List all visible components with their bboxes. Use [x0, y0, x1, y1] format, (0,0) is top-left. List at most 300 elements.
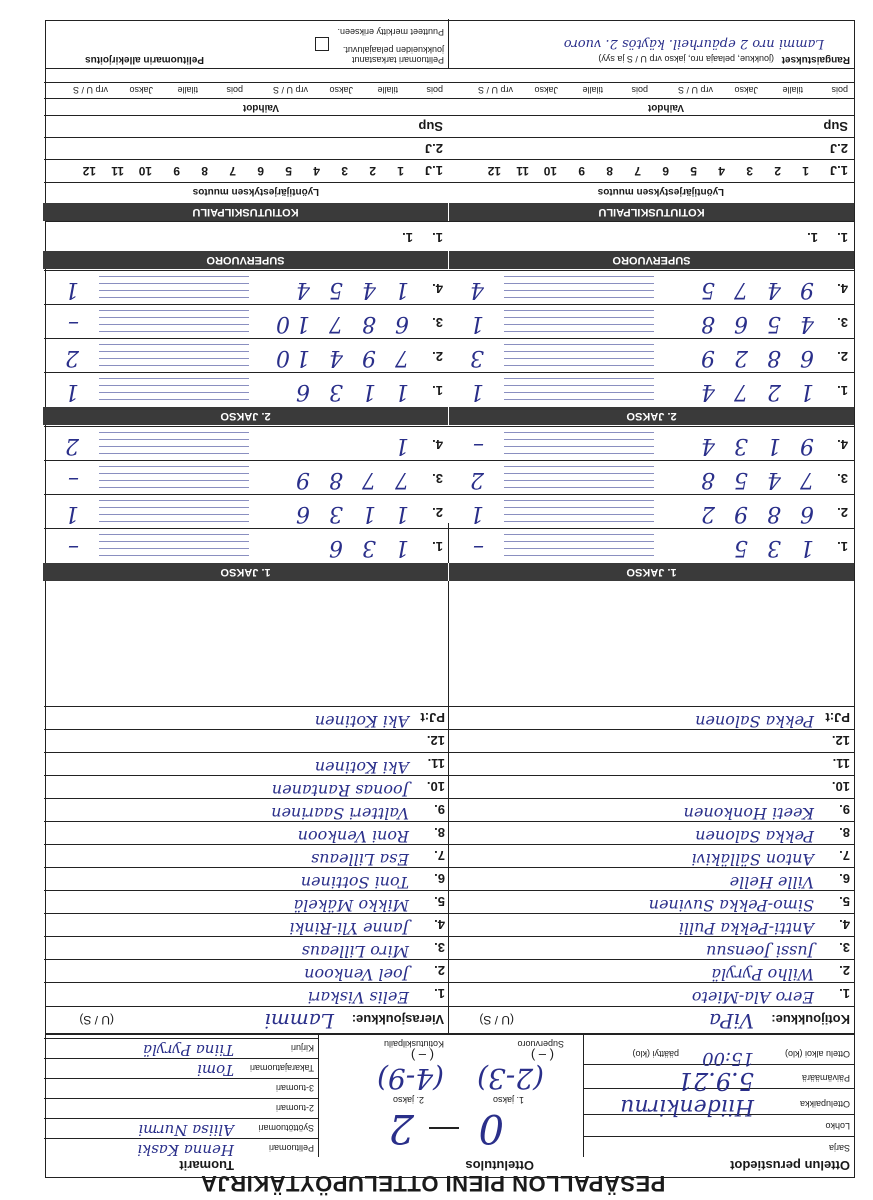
inning-runs: –: [473, 433, 484, 458]
inning-runs: 2: [65, 433, 79, 458]
player-name: Antti-Pekka Pulli: [678, 919, 814, 938]
inning-runs: 1: [65, 379, 79, 404]
period-band: 1. JAKSO: [449, 563, 854, 581]
player-number: 1.: [434, 986, 445, 1001]
inning-row-number: 4.: [432, 437, 443, 452]
inning-runs: 1: [470, 379, 484, 404]
vaihdot-line: [449, 82, 854, 83]
inning-line: [504, 344, 654, 345]
period-band: 2. JAKSO: [449, 407, 854, 425]
player-number: 11.: [832, 756, 850, 771]
vaihdot-col: pois: [631, 85, 648, 95]
inning-line: [504, 392, 654, 393]
jakso1-score: (2-3): [477, 1062, 544, 1095]
inning-row-number: 2.: [432, 349, 443, 364]
inning-row-number: 2.: [837, 505, 848, 520]
player-name: Aki Kotinen: [314, 758, 409, 777]
inning-hitters: 1: [389, 433, 409, 458]
super-row-number: 1.: [837, 230, 848, 245]
player-row-line: [449, 706, 854, 707]
player-number: 7.: [434, 848, 445, 863]
period-band: KOTIUTUSKILPAILU: [449, 203, 854, 221]
player-number: 6.: [839, 871, 850, 886]
inning-row-line: [449, 426, 854, 427]
vaihdot-col: vrp U / S: [272, 85, 308, 95]
inning-runs: 1: [65, 277, 79, 302]
inning-line: [99, 331, 249, 332]
vaihdot-col: tilalle: [582, 85, 603, 95]
inning-runs: 2: [470, 467, 484, 492]
player-number: 7.: [839, 848, 850, 863]
lj-col-number: 7: [229, 164, 236, 178]
inning-row-number: 4.: [837, 437, 848, 452]
away-team-side: (U / S): [79, 1013, 114, 1027]
ottelupaikka-value: Hiidenkirnu: [620, 1094, 754, 1119]
lj-col-number: 4: [718, 164, 725, 178]
player-number: 5.: [434, 894, 445, 909]
vaihdot-col: tilalle: [377, 85, 398, 95]
player-name: Simo-Pekka Suvinen: [648, 896, 814, 915]
inning-hitters: 1 2 7 4: [695, 379, 814, 404]
inning-line: [99, 310, 249, 311]
player-name: Joonas Rantanen: [271, 781, 409, 800]
home-team-side: (U / S): [479, 1013, 514, 1027]
player-name: Jussi Joensuu: [706, 942, 814, 961]
inning-row-number: 1.: [432, 539, 443, 554]
inning-line: [99, 358, 249, 359]
inning-row-line: [449, 528, 854, 529]
inning-line: [99, 432, 249, 433]
player-number: 5.: [839, 894, 850, 909]
inning-runs: 1: [470, 311, 484, 336]
supervuoro-label: Supervuoro: [517, 1039, 564, 1049]
player-number: 8.: [839, 825, 850, 840]
inning-line: [504, 378, 654, 379]
player-number: 4.: [434, 917, 445, 932]
lj-col-number: 1: [397, 164, 404, 178]
player-name: Eero Ala-Mieto: [691, 988, 814, 1007]
super-line: [46, 221, 854, 222]
player-number: 3.: [434, 940, 445, 955]
vaihdot-col: Jakso: [129, 85, 153, 95]
player-number: 11.: [427, 756, 445, 771]
inning-line: [99, 317, 249, 318]
player-name: Roni Venkoon: [297, 827, 409, 846]
lj-title: Lyöntijärjestyksen muutos: [192, 186, 319, 197]
inning-runs: 4: [470, 277, 484, 302]
lj-col-number: 9: [173, 164, 180, 178]
player-name: Anton Sälläkivi: [691, 850, 814, 869]
inning-hitters: 4 5 6 8: [695, 311, 814, 336]
inning-row-line: [44, 528, 449, 529]
inning-hitters: 6 8 2 9: [695, 345, 814, 370]
player-row-line: [449, 752, 854, 753]
rangaistukset-label: Rangaistukset: [781, 54, 850, 65]
inning-line: [99, 446, 249, 447]
inning-row-line: [449, 338, 854, 339]
vaihdot-col: vrp U / S: [72, 85, 108, 95]
inning-runs: 1: [470, 501, 484, 526]
inning-row-number: 3.: [432, 315, 443, 330]
paivamaara-value: 5.9.21: [677, 1067, 754, 1095]
player-row-line: [449, 798, 854, 799]
player-number: 9.: [434, 802, 445, 817]
player-number: 12.: [831, 733, 850, 748]
inning-row-line: [44, 270, 449, 271]
inning-line: [504, 555, 654, 556]
official-label: 2-tuomari: [275, 1103, 314, 1113]
allekirjoitus-label: Pelituomarin allekirjoitus: [85, 54, 204, 65]
super-row-number: 1.: [432, 230, 443, 245]
inning-row-line: [44, 426, 449, 427]
vaihdot-title: Vaihdot: [242, 102, 279, 113]
inning-line: [504, 487, 654, 488]
alkoi-value: 15:00: [702, 1048, 754, 1069]
lj-col-number: 1: [802, 164, 809, 178]
score-away: 2: [388, 1105, 414, 1151]
player-name: Aki Kotinen: [314, 712, 409, 731]
player-number: 10.: [426, 779, 445, 794]
inning-line: [99, 283, 249, 284]
inning-row-number: 1.: [837, 539, 848, 554]
inning-hitters: 1 4 5 4: [290, 277, 409, 302]
inning-line: [99, 514, 249, 515]
inning-hitters: 1 1 3 6: [290, 379, 409, 404]
vaihdot-col: pois: [831, 85, 848, 95]
lj-col-number: 12: [487, 164, 501, 178]
inning-row-number: 1.: [432, 383, 443, 398]
player-number: 12.: [426, 733, 445, 748]
tarkastus-checkbox[interactable]: [315, 37, 329, 51]
official-line: [44, 1038, 319, 1039]
inning-hitters: 9 4 7 5: [695, 277, 814, 302]
inning-row-number: 3.: [837, 315, 848, 330]
away-team-label: Vierasjoukkue:: [351, 1012, 444, 1027]
inning-line: [99, 555, 249, 556]
vaihdot-col: vrp U / S: [477, 85, 513, 95]
inning-line: [99, 466, 249, 467]
inning-line: [99, 344, 249, 345]
lj-row-line: [44, 137, 449, 138]
inning-line: [504, 310, 654, 311]
score-dash: [429, 1127, 459, 1129]
player-name: Janne Yli-Rinki: [289, 919, 409, 938]
inning-line: [99, 534, 249, 535]
inning-line: [99, 324, 249, 325]
player-number: 9.: [839, 802, 850, 817]
inning-line: [504, 480, 654, 481]
inning-row-number: 2.: [432, 505, 443, 520]
player-number: 2.: [839, 963, 850, 978]
inning-line: [504, 521, 654, 522]
inning-hitters: 9 1 3 4: [695, 433, 814, 458]
player-number: PJ:t: [825, 710, 850, 725]
super-row-number: 1.: [402, 230, 413, 245]
lj-row-line: [44, 159, 449, 160]
inning-line: [504, 290, 654, 291]
inning-line: [99, 276, 249, 277]
ottelutulos-label: Ottelutulos: [465, 1158, 534, 1173]
score-home: 0: [478, 1105, 504, 1151]
inning-line: [99, 392, 249, 393]
lj-col-number: 6: [662, 164, 669, 178]
lj-col-number: 10: [138, 164, 152, 178]
player-number: 6.: [434, 871, 445, 886]
inning-row-number: 2.: [837, 349, 848, 364]
inning-hitters: 6 8 7 10: [270, 311, 409, 336]
inning-row-number: 4.: [837, 281, 848, 296]
lj-col-number: 11: [111, 164, 124, 178]
lj-col-number: 11: [516, 164, 529, 178]
player-row-line: [44, 706, 449, 707]
inning-row-line: [449, 460, 854, 461]
jakso2-label: 2. jakso: [392, 1095, 424, 1105]
inning-line: [504, 399, 654, 400]
vaihdot-line: [44, 82, 449, 83]
player-number: 3.: [839, 940, 850, 955]
lj-title: Lyöntijärjestyksen muutos: [597, 186, 724, 197]
inning-line: [504, 446, 654, 447]
vaihdot-line: [449, 98, 854, 99]
player-name: Toni Sottinen: [300, 873, 409, 892]
inning-runs: –: [68, 467, 79, 492]
inning-row-line: [449, 304, 854, 305]
official-name: Tomi: [197, 1061, 234, 1079]
inning-row-line: [449, 494, 854, 495]
official-line: [44, 1078, 319, 1079]
home-team-name: ViPa: [709, 1009, 754, 1033]
lj-col-number: 8: [606, 164, 613, 178]
inning-hitters: 6 8 9 2: [695, 501, 814, 526]
vaihdot-col: tilalle: [177, 85, 198, 95]
inning-row-line: [44, 494, 449, 495]
player-row-line: [449, 775, 854, 776]
player-name: Keeti Honkonen: [683, 804, 814, 823]
vaihdot-title: Vaihdot: [647, 102, 684, 113]
player-name: Mikko Mäkelä: [293, 896, 409, 915]
vaihdot-col: tilalle: [782, 85, 803, 95]
inning-line: [504, 324, 654, 325]
official-line: [44, 1118, 319, 1119]
inning-line: [504, 276, 654, 277]
vaihdot-col: vrp U / S: [677, 85, 713, 95]
lj-row-label: 1.J: [829, 163, 848, 178]
inning-hitters: 1 1 3 6: [290, 501, 409, 526]
form-frame: [45, 20, 855, 1178]
koti-score: ( – ): [410, 1048, 434, 1063]
inning-line: [504, 358, 654, 359]
inning-runs: –: [68, 311, 79, 336]
player-number: 8.: [434, 825, 445, 840]
official-line: [44, 1098, 319, 1099]
inning-line: [504, 500, 654, 501]
inning-line: [504, 432, 654, 433]
inning-hitters: 1 3 6: [323, 535, 409, 560]
ottelun-perustiedot-label: Ottelun perustiedot: [730, 1158, 850, 1173]
official-label: 3-tuomari: [275, 1083, 314, 1093]
lj-col-number: 2: [774, 164, 781, 178]
jakso1-label: 1. jakso: [492, 1095, 524, 1105]
lj-line: [44, 182, 449, 183]
home-team-label: Kotijoukkue:: [771, 1012, 850, 1027]
vaihdot-col: Jakso: [734, 85, 758, 95]
lj-row-label: Sup: [823, 119, 848, 134]
period-band: 2. JAKSO: [43, 407, 449, 425]
official-label: Pelituomari: [268, 1143, 314, 1153]
inning-hitters: 1 3 5: [728, 535, 814, 560]
inning-line: [99, 378, 249, 379]
player-name: Esa Lilleaus: [310, 850, 409, 869]
lj-col-number: 12: [82, 164, 96, 178]
official-label: Syöttötuomari: [258, 1123, 314, 1133]
inning-row-line: [449, 372, 854, 373]
player-name: Joel Venkoon: [304, 965, 409, 984]
lohko-label: Lohko: [825, 1121, 850, 1131]
lj-col-number: 6: [257, 164, 264, 178]
player-name: Miro Lilleaus: [301, 942, 409, 961]
inning-row-line: [44, 338, 449, 339]
vaihdot-col: pois: [226, 85, 243, 95]
inning-line: [99, 453, 249, 454]
super-score: ( – ): [530, 1048, 554, 1063]
inning-line: [504, 351, 654, 352]
inning-line: [99, 290, 249, 291]
inning-runs: 3: [470, 345, 484, 370]
inning-line: [99, 399, 249, 400]
inning-line: [504, 365, 654, 366]
player-name: Pekka Salonen: [695, 712, 814, 731]
period-band: SUPERVUORO: [449, 251, 854, 269]
inning-line: [504, 541, 654, 542]
player-number: 10.: [831, 779, 850, 794]
inning-line: [504, 453, 654, 454]
inning-line: [504, 439, 654, 440]
inning-row-line: [449, 270, 854, 271]
lj-col-number: 10: [543, 164, 557, 178]
lj-col-number: 8: [201, 164, 208, 178]
period-band: KOTIUTUSKILPAILU: [43, 203, 449, 221]
inning-line: [504, 385, 654, 386]
player-row-line: [44, 752, 449, 753]
inning-line: [99, 439, 249, 440]
inning-line: [504, 534, 654, 535]
paivamaara-label: Päivämäärä: [801, 1073, 850, 1083]
inning-hitters: 7 9 4 10: [270, 345, 409, 370]
lj-col-number: 9: [578, 164, 585, 178]
official-label: Takarajatuomari: [249, 1063, 314, 1073]
player-number: 4.: [839, 917, 850, 932]
vaihdot-line: [44, 98, 449, 99]
official-name: Tiina Pyrylä: [143, 1041, 234, 1059]
official-name: Aliisa Nurmi: [138, 1121, 234, 1139]
inning-line: [99, 500, 249, 501]
ottelupaikka-label: Ottelupaikka: [799, 1099, 850, 1109]
inning-line: [99, 480, 249, 481]
lj-col-number: 2: [369, 164, 376, 178]
rangaistukset-sub: (joukkue, pelaaja nro, jakso vrp U / S ja syy): [598, 54, 774, 64]
inning-row-line: [44, 372, 449, 373]
inning-line: [99, 297, 249, 298]
inning-line: [99, 365, 249, 366]
inning-row-number: 4.: [432, 281, 443, 296]
inning-line: [504, 507, 654, 508]
lj-col-number: 5: [285, 164, 292, 178]
inning-hitters: 7 7 8 9: [290, 467, 409, 492]
inning-line: [504, 473, 654, 474]
away-team-name: Lammi: [264, 1009, 334, 1033]
player-name: Pekka Salonen: [695, 827, 814, 846]
inning-line: [99, 507, 249, 508]
lj-row-label: 1.J: [424, 163, 443, 178]
lj-row-line: [449, 115, 854, 116]
inning-runs: 1: [65, 501, 79, 526]
inning-row-number: 1.: [837, 383, 848, 398]
lj-row-label: Sup: [418, 119, 443, 134]
player-name: Valtteri Saarinen: [271, 804, 409, 823]
tarkastus-text: Pelituomari tarkastanut joukkueiden pelaajaluvut.: [342, 45, 444, 65]
player-name: Ville Helle: [729, 873, 814, 892]
lj-row-line: [449, 137, 854, 138]
inning-line: [504, 466, 654, 467]
page-title: PESÄPALLON PIENI OTTELUPÖYTÄKIRJA: [200, 1171, 666, 1196]
official-name: Henna Kaski: [137, 1141, 234, 1159]
lj-col-number: 4: [313, 164, 320, 178]
lj-col-number: 3: [341, 164, 348, 178]
official-label: Kirjuri: [290, 1043, 314, 1053]
inning-row-number: 3.: [432, 471, 443, 486]
vaihdot-col: Jakso: [329, 85, 353, 95]
lj-row-label: 2.J: [829, 141, 848, 156]
inning-line: [99, 521, 249, 522]
player-name: Eelis Viskari: [307, 988, 409, 1007]
inning-line: [99, 473, 249, 474]
puutteet-text: Puutteet merkitty erikseen.: [337, 27, 444, 37]
lj-col-number: 5: [690, 164, 697, 178]
inning-line: [504, 317, 654, 318]
inning-runs: –: [68, 535, 79, 560]
tuomarit-label: Tuomarit: [179, 1158, 234, 1173]
inning-line: [99, 541, 249, 542]
inning-line: [99, 385, 249, 386]
inning-hitters: 7 4 5 8: [695, 467, 814, 492]
alkoi-label: Ottelu alkoi (klo): [784, 1049, 850, 1059]
inning-line: [504, 548, 654, 549]
lj-row-line: [449, 159, 854, 160]
inning-line: [504, 283, 654, 284]
inning-runs: 2: [65, 345, 79, 370]
sarja-label: Sarja: [828, 1143, 850, 1153]
super-row-number: 1.: [807, 230, 818, 245]
lj-col-number: 3: [746, 164, 753, 178]
inning-line: [504, 331, 654, 332]
inning-line: [504, 514, 654, 515]
inning-row-line: [44, 304, 449, 305]
period-band: 1. JAKSO: [43, 563, 449, 581]
vaihdot-col: pois: [426, 85, 443, 95]
inning-line: [99, 487, 249, 488]
inning-row-line: [44, 460, 449, 461]
kotiutuskilpailu-label: Kotiutuskilpailu: [383, 1039, 444, 1049]
period-band: SUPERVUORO: [43, 251, 449, 269]
vaihdot-col: Jakso: [534, 85, 558, 95]
lj-row-label: 2.J: [424, 141, 443, 156]
paattyi-label: päättyi (klo): [632, 1049, 679, 1059]
player-number: 2.: [434, 963, 445, 978]
player-name: Wilho Pyrylä: [711, 965, 814, 984]
inning-row-number: 3.: [837, 471, 848, 486]
lj-row-line: [44, 115, 449, 116]
player-number: PJ:t: [420, 710, 445, 725]
